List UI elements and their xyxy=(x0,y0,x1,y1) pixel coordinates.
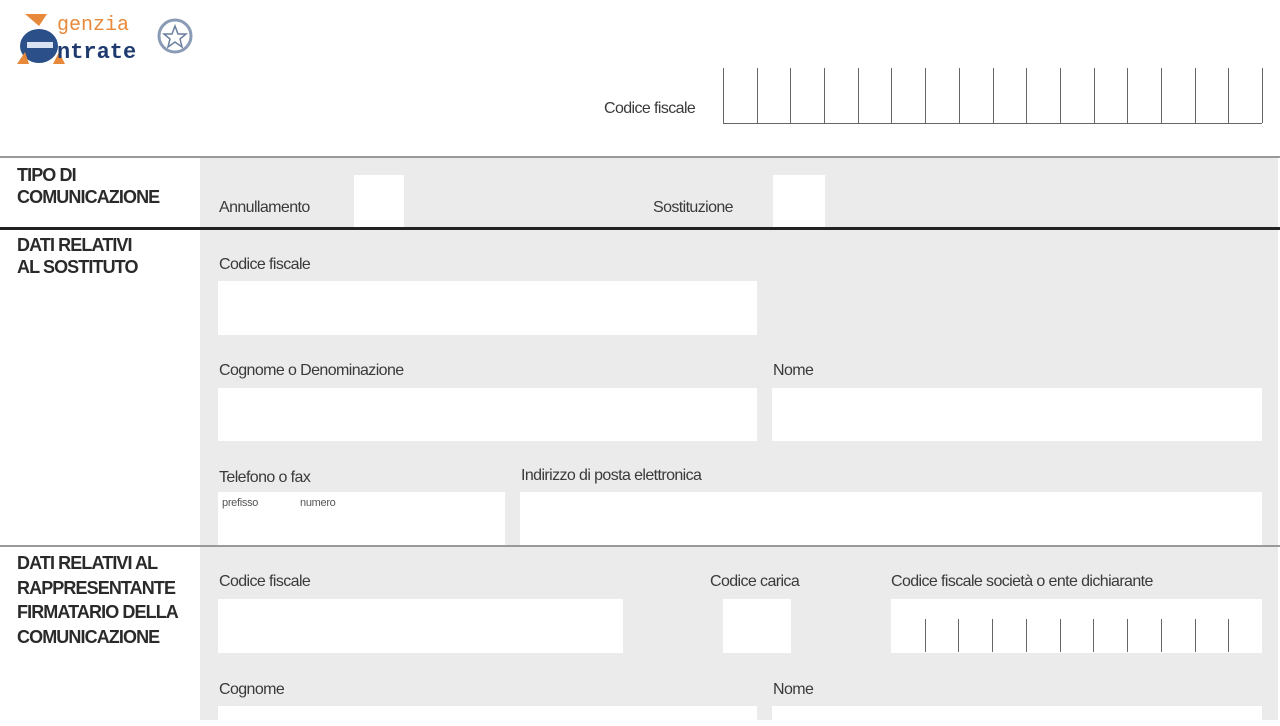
cell-divider xyxy=(1161,68,1162,123)
cell-divider xyxy=(1127,68,1128,123)
cell-divider xyxy=(891,68,892,123)
cell-divider xyxy=(925,619,926,652)
divider-mid xyxy=(0,545,1280,547)
annullamento-checkbox[interactable] xyxy=(354,175,404,227)
cell-divider xyxy=(1026,68,1027,123)
emblem-icon xyxy=(157,14,193,58)
codice-carica-label: Codice carica xyxy=(710,573,800,590)
cell-divider xyxy=(1093,619,1094,652)
logo-text-line2: ntrate xyxy=(57,40,137,65)
cell-divider xyxy=(992,619,993,652)
cell-divider xyxy=(1127,619,1128,652)
section-title-tipo: TIPO DI COMUNICAZIONE xyxy=(17,165,160,207)
cell-divider xyxy=(993,68,994,123)
cell-divider xyxy=(1195,619,1196,652)
rappresentante-cf-label: Codice fiscale xyxy=(219,573,311,590)
cell-divider xyxy=(757,68,758,123)
rappresentante-cognome-label: Cognome xyxy=(219,681,285,698)
sostituzione-checkbox[interactable] xyxy=(773,175,825,227)
numero-label: numero xyxy=(300,497,336,509)
codice-carica-input[interactable] xyxy=(723,599,791,653)
cell-divider xyxy=(1094,68,1095,123)
cell-divider xyxy=(1195,68,1196,123)
sostituzione-label: Sostituzione xyxy=(653,199,733,216)
cell-divider xyxy=(1060,619,1061,652)
telefono-label: Telefono o fax xyxy=(219,469,311,486)
cell-divider xyxy=(1060,68,1061,123)
telefono-input[interactable] xyxy=(218,492,505,546)
cell-divider xyxy=(958,619,959,652)
divider-thick xyxy=(0,227,1280,230)
cell-divider xyxy=(1228,68,1229,123)
cell-divider xyxy=(858,68,859,123)
rappresentante-cognome-input[interactable] xyxy=(218,706,757,726)
sostituto-cf-label: Codice fiscale xyxy=(219,256,311,273)
cf-societa-label: Codice fiscale società o ente dichiarante xyxy=(891,573,1153,590)
prefisso-label: prefisso xyxy=(222,497,259,509)
sostituto-cf-input[interactable] xyxy=(218,281,757,335)
codice-fiscale-input[interactable] xyxy=(723,68,1262,124)
annullamento-label: Annullamento xyxy=(219,199,310,216)
cell-divider xyxy=(1228,619,1229,652)
rappresentante-nome-input[interactable] xyxy=(772,706,1262,726)
agenzia-entrate-logo xyxy=(15,10,200,68)
cell-divider xyxy=(1161,619,1162,652)
cell-divider xyxy=(824,68,825,123)
email-label: Indirizzo di posta elettronica xyxy=(521,467,702,484)
rappresentante-cf-input[interactable] xyxy=(218,599,623,653)
cell-divider xyxy=(723,68,724,123)
logo-text-line1: genzia xyxy=(57,14,130,37)
cell-divider xyxy=(959,68,960,123)
sostituto-cognome-label: Cognome o Denominazione xyxy=(219,362,404,379)
sostituto-cognome-input[interactable] xyxy=(218,388,757,441)
sostituto-nome-label: Nome xyxy=(773,362,814,379)
cell-divider xyxy=(790,68,791,123)
sostituto-nome-input[interactable] xyxy=(772,388,1262,441)
codice-fiscale-label: Codice fiscale xyxy=(604,100,696,117)
cf-societa-input[interactable] xyxy=(891,599,1262,653)
cell-divider xyxy=(925,68,926,123)
cell-divider xyxy=(1026,619,1027,652)
rappresentante-nome-label: Nome xyxy=(773,681,814,698)
email-input[interactable] xyxy=(520,492,1262,546)
section-title-rappresentante: DATI RELATIVI AL RAPPRESENTANTE FIRMATARIO DELLA COMUNICAZIONE xyxy=(17,553,178,647)
section-title-sostituto: DATI RELATIVI AL SOSTITUTO xyxy=(17,235,138,277)
cell-divider xyxy=(1262,68,1263,123)
